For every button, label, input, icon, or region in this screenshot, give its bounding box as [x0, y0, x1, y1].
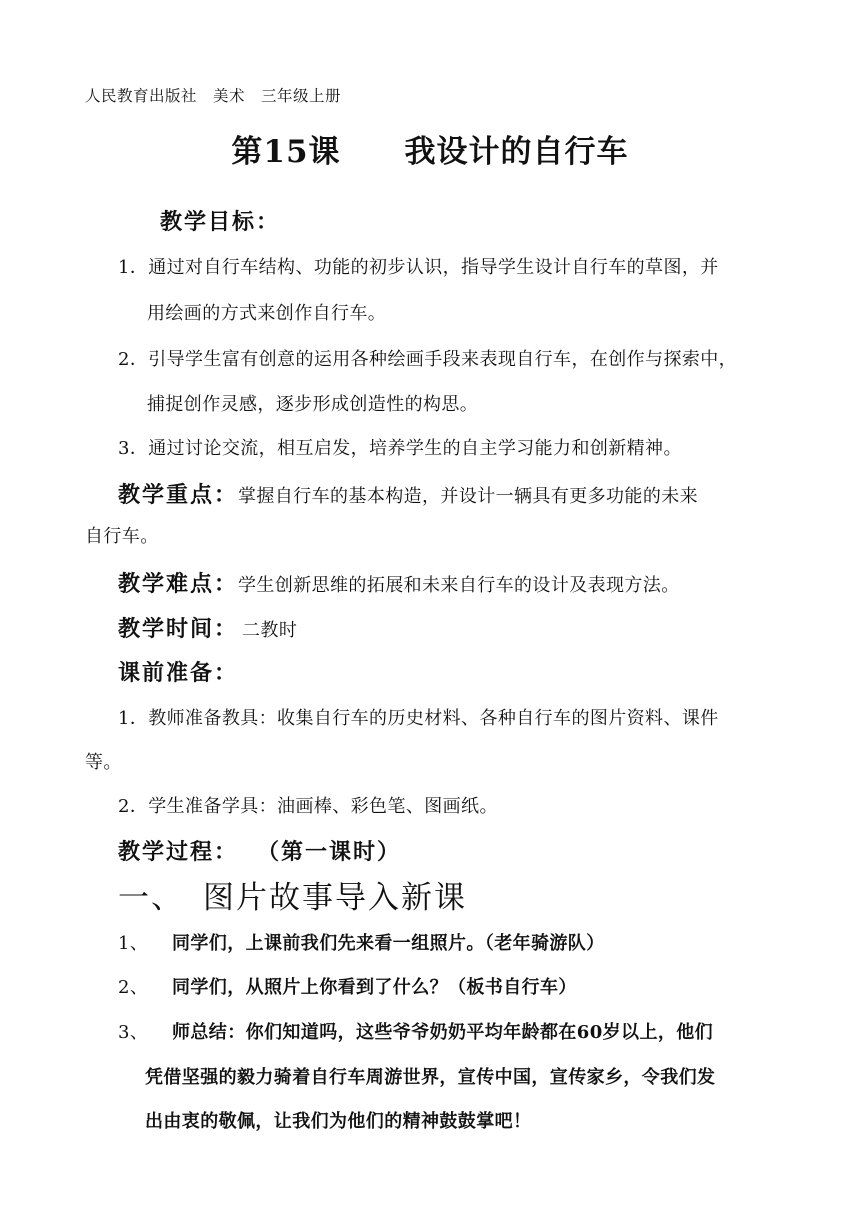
session-label: （第一课时） [268, 840, 402, 865]
difficulty-row [118, 567, 680, 598]
step-3-line-2: 凭借坚强的毅力骑着自行车周游世界，宣传中国，宣传家乡，令我们发 [145, 1067, 716, 1088]
objective-1-line-1: 1．通过对自行车结构、功能的初步认识，指导学生设计自行车的草图，并 [118, 257, 719, 278]
time-row [118, 612, 297, 643]
step-1-number: 1、 [118, 933, 149, 954]
process-label: 教学过程： [118, 840, 239, 865]
objective-3: 3．通过讨论交流，相互启发，培养学生的自主学习能力和创新精神。 [118, 438, 682, 459]
step-1-text: 同学们，上课前我们先来看一组照片。（老年骑游队） [172, 933, 605, 954]
document-header: 人民教育出版社 美术 三年级上册 [85, 87, 342, 105]
step-3-number: 3、 [118, 1022, 149, 1043]
difficulty-label: 教学难点： [118, 572, 239, 597]
step-3-line-3: 出由衷的敬佩，让我们为他们的精神鼓鼓掌吧！ [145, 1111, 532, 1132]
time-text: 二教时 [242, 620, 298, 641]
key-point-text-cont: 自行车。 [85, 526, 159, 547]
objective-1-line-2: 用绘画的方式来创作自行车。 [147, 303, 387, 324]
time-label: 教学时间： [118, 617, 239, 642]
difficulty-text: 学生创新思维的拓展和未来自行车的设计及表现方法。 [238, 575, 680, 596]
preparation-1-line-1: 1．教师准备教具：收集自行车的历史材料、各种自行车的图片资料、课件 [118, 708, 719, 729]
preparation-1-line-2: 等。 [85, 752, 122, 773]
objective-2-line-2: 捕捉创作灵感，逐步形成创造性的构思。 [147, 394, 479, 415]
step-2-text: 同学们，从照片上你看到了什么？（板书自行车） [172, 977, 577, 998]
key-point-label: 教学重点： [118, 483, 239, 508]
process-row [118, 835, 401, 866]
preparation-heading: 课前准备： [118, 661, 239, 686]
key-point-text: 掌握自行车的基本构造，并设计一辆具有更多功能的未来 [238, 486, 699, 507]
preparation-2: 2．学生准备学具：油画棒、彩色笔、图画纸。 [118, 796, 498, 817]
section-number: 一、 [118, 880, 184, 916]
step-2-number: 2、 [118, 977, 149, 998]
step-3-line-1: 师总结：你们知道吗，这些爷爷奶奶平均年龄都在60岁以上，他们 [172, 1022, 714, 1043]
objectives-heading: 教学目标： [160, 210, 281, 235]
key-point-row [118, 478, 698, 509]
section-title: 图片故事导入新课 [203, 880, 467, 916]
lesson-title: 第15课 我设计的自行车 [231, 134, 629, 170]
objective-2-line-1: 2．引导学生富有创意的运用各种绘画手段来表现自行车，在创作与探索中， [118, 349, 738, 370]
